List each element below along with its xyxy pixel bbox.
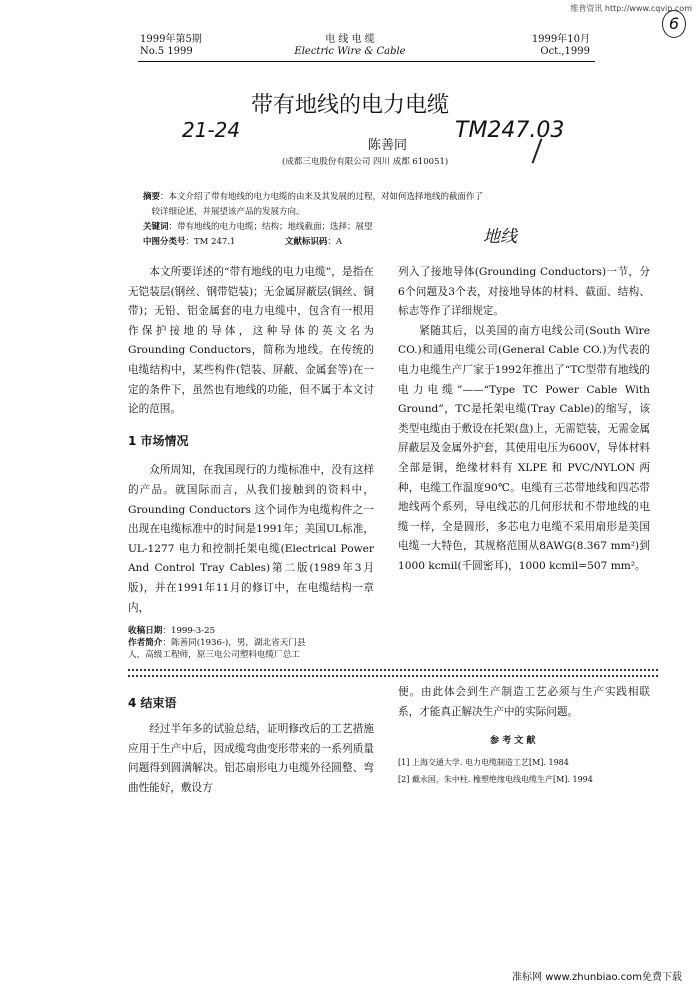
abstract-text-2: 较详细论述，并展望该产品的发展方向。 bbox=[151, 207, 305, 217]
handwritten-left-mark: 21-24 bbox=[182, 118, 241, 142]
lower-right-column bbox=[398, 683, 650, 722]
classification-value: ：TM 247.1 bbox=[185, 237, 236, 247]
author-bio-label: 作者简介 bbox=[128, 638, 163, 648]
left-column bbox=[128, 263, 374, 618]
received-value: ：1999-3-25 bbox=[162, 626, 216, 636]
body-paragraph-1: 本文所要详述的“带有地线的电力电缆”，是指在无铠装层(钢丝、钢带铠装)；无金属屏蔽层(铜丝、铜带)；无铅、铝金属套的电力电缆中，包含有一根用作保护接地的导体，这种导体的英文名为 Grounding Conductors，简称为地线。在传统的电缆结构中，某些构件(铠装、屏蔽、金属套等)在一定的条件下，虽然也有地线的功能，但不属于本文讨论的范围。 bbox=[128, 266, 374, 416]
body-paragraph-4: 紧随其后，以美国的南方电线公司(South Wire CO.)和通用电缆公司(General Cable CO.)为代表的电力电缆生产厂家于1992年推出了“TC型带有地线的电力电缆”——“Type TC Power Cable With Ground”，TC是托架电缆(Tray Cable)的缩写，该类型电缆由于敷设在托架(盘)上，无需铠装，无需金属屏蔽层及金属外护套，其使用电压为600V，导体材料全部是铜，绝缘材料有 XLPE 和 PVC/NYLON 两种，电缆工作温度90℃。电缆有三芯带地线和四芯带地线两个系列，导电线芯的几何形状和不带地线的电缆一样，全是圆形，多芯电力电缆不采用扇形是美国电缆一大特色，其规格范围从8AWG(8.367 mm²)到1000 kcmil(千圆密耳)，1000 kcmil=507 mm²。 bbox=[398, 324, 650, 572]
author-name: 陈善同 bbox=[368, 138, 408, 153]
author-bio-2: 人，高级工程师，原三电公司塑料电缆厂总工 bbox=[128, 650, 300, 660]
watermark-top: 维普资讯 http://www.cqvip.com bbox=[570, 4, 692, 13]
reference-item: [2] 戴永国，朱中柱. 橡塑绝缘电线电缆生产[M]. 1994 bbox=[398, 775, 593, 784]
header-journal-en: Electric Wire & Cable bbox=[294, 46, 406, 57]
doc-code-label: 文献标识码 bbox=[284, 237, 328, 247]
dotted-separator-bottom bbox=[128, 675, 658, 677]
author-bio-1: ：陈善同(1936-)，男，湖北省天门县 bbox=[162, 638, 306, 648]
keywords-text: ：带有地线的电力电缆；结构；地线截面；选择；展望 bbox=[168, 222, 373, 232]
handwritten-class-code: TM247.03 bbox=[455, 118, 565, 143]
references-list bbox=[398, 754, 658, 788]
header-issue-en: No.5 1999 bbox=[140, 46, 193, 57]
body-paragraph-3: 列入了接地导体(Grounding Conductors)一节，分6个问题及3个表，对接地导体的材料、截面、结构、标志等作了详细规定。 bbox=[398, 266, 650, 318]
header-journal-cn: 电 线 电 缆 bbox=[325, 34, 375, 45]
footer-watermark: 准标网 www.zhunbiao.com免费下载 bbox=[512, 972, 682, 983]
handwritten-bottom-mark: 地线 bbox=[483, 227, 517, 247]
header-issue-cn: 1999年第5期 bbox=[140, 34, 202, 45]
reference-item: [1] 上海交通大学. 电力电缆制造工艺[M]. 1984 bbox=[398, 758, 569, 767]
dotted-separator-top bbox=[128, 669, 658, 671]
page-number-circled: 6 bbox=[662, 10, 686, 38]
lower-left-column bbox=[128, 720, 374, 798]
header-left bbox=[140, 34, 202, 58]
abstract-text-1: ：本文介绍了带有地线的电力电缆的由来及其发展的过程，对如何选择地线的截面作了 bbox=[160, 192, 484, 202]
conclusion-paragraph: 经过半年多的试验总结，证明修改后的工艺措施应用于生产中后，因成缆弯曲变形带来的一系列质量问题得到圆满解决。铝芯扇形电力电缆外径圆整、弯曲性能好，敷设方 bbox=[128, 723, 374, 794]
header-date-cn: 1999年10月 bbox=[531, 34, 590, 45]
page-title: 带有地线的电力电缆 bbox=[250, 93, 449, 118]
affiliation: (成都三电股份有限公司 四川 成都 610051) bbox=[282, 157, 449, 167]
header-date-en: Oct.,1999 bbox=[540, 46, 590, 57]
abstract-block bbox=[143, 190, 583, 250]
section-heading-4: 4 结束语 bbox=[128, 696, 177, 710]
footnote bbox=[128, 625, 374, 661]
doc-code-value: ：A bbox=[327, 237, 342, 247]
header-rule bbox=[138, 61, 595, 62]
body-paragraph-2: 众所周知，在我国现行的力缆标准中，没有这样的产品。就国际而言，从我们接触到的资料中，Grounding Conductors 这个词作为电缆构件之一出现在电缆标准中的时间是1991年；美国UL标准，UL-1277 电力和控制托架电缆(Electrical Power And Control Tray Cables)第二版(1989年3月版)，并在1991年11月的修订中，在电缆结构一章内， bbox=[128, 464, 374, 614]
conclusion-continued: 便。由此体会到生产制造工艺必须与生产实践相联系，才能真正解决生产中的实际问题。 bbox=[398, 686, 650, 718]
abstract-label: 摘要 bbox=[143, 192, 161, 202]
header-center bbox=[294, 34, 406, 58]
section-heading-1: 1 市场情况 bbox=[128, 433, 189, 448]
received-label: 收稿日期 bbox=[128, 626, 163, 636]
header-right bbox=[532, 34, 590, 58]
right-column bbox=[398, 263, 650, 577]
classification-label: 中图分类号 bbox=[143, 237, 186, 247]
keywords-label: 关键词 bbox=[143, 222, 169, 232]
references-heading: 参 考 文 献 bbox=[490, 736, 536, 746]
